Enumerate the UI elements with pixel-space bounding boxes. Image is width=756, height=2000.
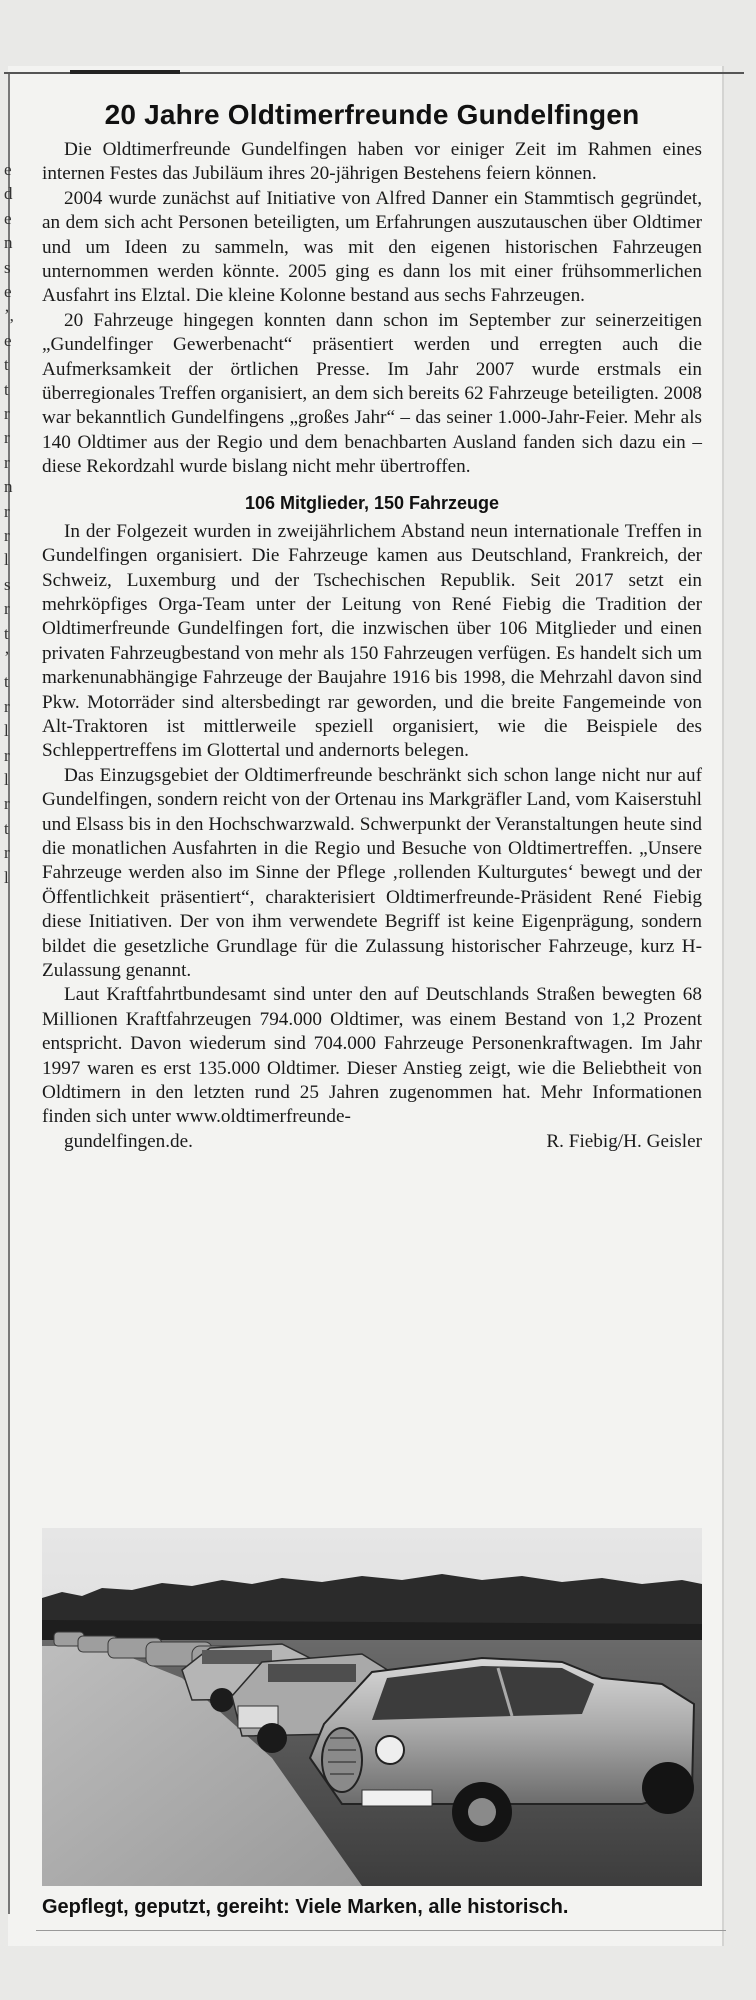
margin-fragment: r [4,428,10,448]
paragraph: In der Folgezeit wurden in zweijährlichem Abstand neun internationale Treffen in Gundelfingen organisiert. Die Fahrzeuge kamen aus Deutschland, Frankreich, der Schweiz, Luxemburg und der Tschechischen Republik. Seit 2017 setzt ein mehrköpfiges Orga-Team unter der Leitung von René Fiebig die Tradition der Oldtimerfreunde Gundelfingen fort, die inzwischen über 106 Mitglieder und einen privaten Fahrzeugbestand von mehr als 150 Fahrzeugen verfügen. Es handelt sich um markenunabhängige Fahrzeuge der Baujahre 1916 bis 1998, die Mehrzahl davon sind Pkw. Motorräder sind altersbedingt rar geworden, und die breite Fangemeinde von Alt-Traktoren ist mittlerweile speziell organisiert, wie die Beispiele des Schleppertreffens im Glottertal und andernorts belegen. [42,520,702,762]
subheading: 106 Mitglieder, 150 Fahrzeuge [244,492,500,513]
url-continuation: gundelfingen.de. [64,1130,193,1152]
margin-fragment: n [4,233,13,253]
margin-fragment: r [4,452,10,472]
article-title: 20 Jahre Oldtimerfreunde Gundelfingen [104,99,640,130]
margin-fragment: t [4,672,9,692]
margin-fragment: ʼ [4,648,10,667]
margin-fragment: s [4,574,11,594]
margin-fragment: ʼ, [4,306,14,326]
paragraph: Das Einzugsgebiet der Oldtimerfreunde beschränkt sich schon lange nicht nur auf Gundelfingen, sondern reicht von der Ortenau ins Markgräfler Land, vom Kaiserstuhl und Elsass bis in den Hochschwarzwald. Schwerpunkt der Veranstaltungen heute sind die monatlichen Ausfahrten in die Regio und Besuche von Oldtimertreffen. „Unsere Fahrzeuge werden also im Sinne der Pflege ‚rollenden Kulturgutes‘ bewegt und der Öffentlichkeit präsentiert“, charakterisiert Oldtimerfreunde-Präsident René Fiebig diese Initiativen. Der von ihm verwendete Begriff ist keine Eigenprägung, sondern bildet die gesetzliche Grundlage für die Zulassung historischer Fahrzeuge, kurz H-Zulassung genannt. [42,764,702,981]
margin-fragment: t [4,355,9,375]
margin-fragment: l [4,867,9,887]
paragraph: 20 Fahrzeuge hingegen konnten dann schon im September zur seinerzeitigen „Gundelfinger Gewerbenacht“ präsentiert werden und erregten auch die Aufmerksamkeit der örtlichen Presse. Im Jahr 2007 wurde erstmals ein überregionales Treffen organisiert, an dem sich bereits 62 Fahrzeuge beteiligten. 2008 war bekanntlich Gundelfingens „großes Jahr“ – das seiner 1.000-Jahr-Feier. Mehr als 140 Oldtimer aus der Regio und dem benachbarten Ausland fanden sich dazu ein – diese Rekordzahl wurde bislang nicht mehr übertroffen. [42,309,703,478]
top-rule-mark [70,70,180,74]
photo-caption: Gepflegt, geputzt, gereiht: Viele Marken, alle historisch. [42,1896,569,1918]
paragraph: Die Oldtimerfreunde Gundelfingen haben vor einiger Zeit im Rahmen eines internen Festes das Jubiläum ihres 20-jährigen Bestehens feiern können. [42,139,702,185]
margin-fragment: e [4,208,12,228]
paragraph: 2004 wurde zunächst auf Initiative von Alfred Danner ein Stammtisch gegründet, an dem sich acht Personen beteiligten, um Erfahrungen auszutauschen über Oldtimer und um Ideen zu sammeln, was mit den eigenen historischen Fahrzeugen unternommen werden könnte. 2005 ging es dann los mit einer frühsommerlichen Ausfahrt ins Elztal. Die kleine Kolonne bestand aus sechs Fahrzeugen. [42,187,702,307]
margin-fragment: e [4,160,12,179]
margin-fragment: e [4,330,12,350]
margin-fragment: t [4,623,9,643]
vintage-cars-photo [42,1528,702,1886]
margin-fragment: l [4,770,9,789]
credit-line [42,1130,702,1154]
margin-fragment: r [4,794,10,814]
margin-fragment: t [4,379,9,399]
margin-fragment: l [4,550,9,570]
margin-fragment: r [4,745,10,765]
margin-fragment: n [4,477,13,497]
margin-fragment: d [4,184,13,204]
margin-fragment: s [4,257,11,277]
bottom-rule [36,1930,726,1931]
article [42,98,702,1154]
margin-fragment: r [4,696,10,716]
margin-fragment: t [4,818,9,838]
margin-fragment: l [4,721,9,741]
author-credit: R. Fiebig/H. Geisler [546,1130,702,1152]
margin-fragment: e [4,282,12,301]
paragraph: Laut Kraftfahrtbundesamt sind unter den auf Deutschlands Straßen bewegten 68 Millionen Kraftfahrzeugen 794.000 Oldtimer, was einem Bestand von 1,2 Prozent entspricht. Davon wiederum sind 704.000 Fahrzeuge Personenkraftwagen. Im Jahr 1997 waren es erst 135.000 Oldtimer. Dieser Anstieg zeigt, wie die Beliebtheit von Oldtimern in den letzten rund 25 Jahren zugenommen hat. Mehr Informationen finden sich unter www.oldtimerfreunde- [42,984,702,1128]
margin-fragment: r [4,501,10,521]
margin-fragment: r [4,599,10,619]
photo-vintage-cars [42,1528,702,1886]
margin-fragment: r [4,526,10,545]
margin-fragment: r [4,404,10,423]
margin-fragment: r [4,843,10,863]
